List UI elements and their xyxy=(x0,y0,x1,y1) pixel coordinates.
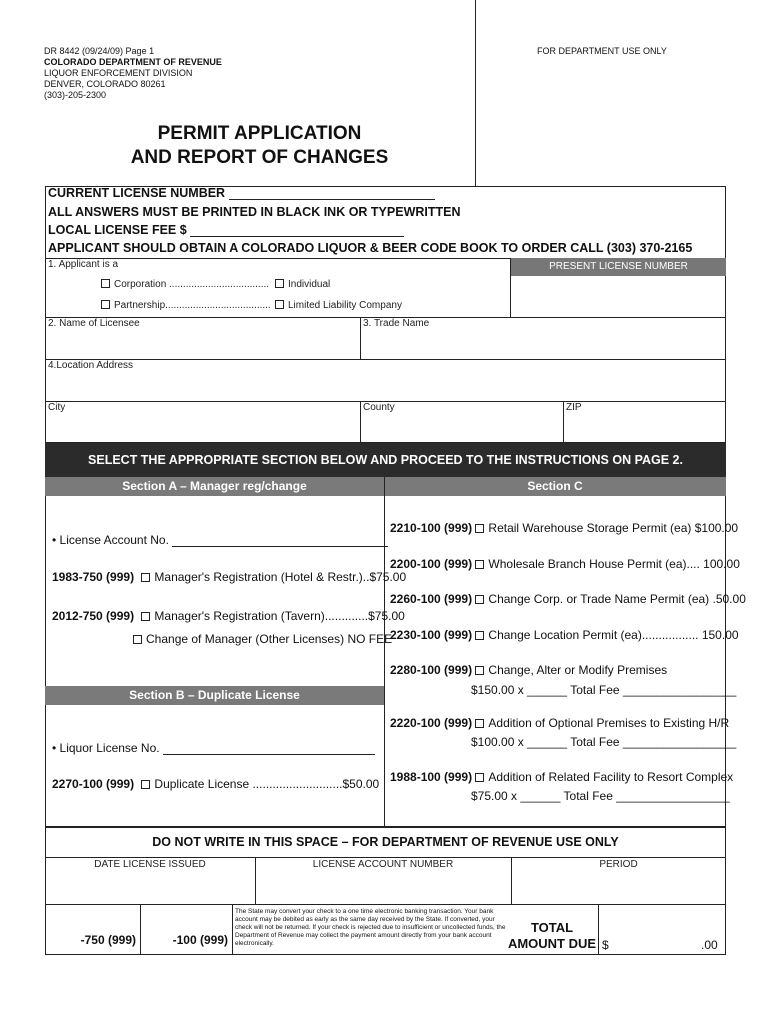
page-title xyxy=(0,122,519,170)
manager-hotel-text: Manager's Registration (Hotel & Restr.)..$75.00 xyxy=(154,570,407,584)
divider xyxy=(384,477,385,827)
section-c-checkbox[interactable] xyxy=(475,560,484,569)
premises-fee-line[interactable]: $150.00 x ______ Total Fee _________________ xyxy=(471,683,737,697)
section-c-item[interactable] xyxy=(390,663,667,677)
individual-checkbox[interactable] xyxy=(275,279,284,288)
zip-label: ZIP xyxy=(566,402,582,413)
divider xyxy=(45,904,726,905)
duplicate-license-text: Duplicate License ...........................$50.00 xyxy=(154,777,380,791)
liquor-license-label: • Liquor License No. xyxy=(52,741,160,755)
local-fee-field[interactable] xyxy=(190,224,404,237)
total-label-line-2: AMOUNT DUE xyxy=(507,936,597,951)
change-manager-option[interactable] xyxy=(133,632,392,646)
present-license-header: PRESENT LICENSE NUMBER xyxy=(511,258,726,276)
current-license-label: CURRENT LICENSE NUMBER xyxy=(48,186,226,200)
form-id: DR 8442 (09/24/09) Page 1 xyxy=(44,46,155,56)
account-number-label: LICENSE ACCOUNT NUMBER xyxy=(312,859,454,870)
section-c-checkbox[interactable] xyxy=(475,773,484,782)
manager-tavern-text: Manager's Registration (Tavern).............$75.00 xyxy=(154,609,405,623)
corporation-checkbox[interactable] xyxy=(101,279,110,288)
partnership-checkbox[interactable] xyxy=(101,300,110,309)
section-c-code: 2200-100 (999) xyxy=(390,557,473,571)
section-c-text: Change Location Permit (ea)................. 150.00 xyxy=(488,628,739,642)
partnership-option[interactable] xyxy=(101,300,271,311)
partnership-label: Partnership...................................... xyxy=(114,300,271,311)
individual-option[interactable] xyxy=(275,279,330,290)
manager-tavern-checkbox[interactable] xyxy=(141,612,150,621)
section-c-text: Wholesale Branch House Permit (ea).... 100.00 xyxy=(488,557,740,571)
section-a-header: Section A – Manager reg/change xyxy=(45,477,384,496)
payment-notice: The State may convert your check to a one time electronic banking transaction. Your bank account may be debited as early as the same day received by the State. If converted, your check will not be returned. If your check is rejected due to insufficient or uncollected funds, the Department of Revenue may collect the payment amount directly from your bank account electronically. xyxy=(235,908,506,947)
local-fee-label: LOCAL LICENSE FEE $ xyxy=(48,223,187,237)
account-no-label: • License Account No. xyxy=(52,533,169,547)
section-c-checkbox[interactable] xyxy=(475,595,484,604)
zip-field[interactable] xyxy=(564,416,725,442)
section-c-code: 2260-100 (999) xyxy=(390,592,473,606)
county-field[interactable] xyxy=(361,416,562,442)
current-license-row xyxy=(48,186,435,200)
location-address-field[interactable] xyxy=(46,374,725,400)
dept-use-title: DO NOT WRITE IN THIS SPACE – FOR DEPARTMENT OF REVENUE USE ONLY xyxy=(152,835,619,849)
q1-label: 1. Applicant is a xyxy=(48,259,119,270)
trade-name-field[interactable] xyxy=(361,332,725,358)
section-c-checkbox[interactable] xyxy=(475,719,484,728)
total-amount-label xyxy=(506,920,598,952)
section-b-header: Section B – Duplicate License xyxy=(45,686,384,705)
liquor-license-field[interactable] xyxy=(163,743,375,755)
dollar-sign: $ xyxy=(602,938,609,952)
date-issued-label: DATE LICENSE ISSUED xyxy=(94,859,206,870)
county-label: County xyxy=(363,402,395,413)
applicant-note: APPLICANT SHOULD OBTAIN A COLORADO LIQUOR & BEER CODE BOOK TO ORDER CALL (303) 370-2165 xyxy=(48,241,693,255)
dept-use-label: FOR DEPARTMENT USE ONLY xyxy=(537,46,667,56)
section-c-item[interactable] xyxy=(390,770,733,784)
individual-label: Individual xyxy=(288,279,331,290)
section-c-text: Retail Warehouse Storage Permit (ea) $100.00 xyxy=(488,521,739,535)
divider xyxy=(140,904,141,955)
city-label: City xyxy=(48,402,66,413)
manager-hotel-code: 1983-750 (999) xyxy=(52,570,135,584)
dept-city: DENVER, COLORADO 80261 xyxy=(44,79,166,89)
corporation-label: Corporation .................................... xyxy=(114,279,270,290)
corporation-option[interactable] xyxy=(101,279,269,290)
dept-name: COLORADO DEPARTMENT OF REVENUE xyxy=(44,57,222,67)
section-c-checkbox[interactable] xyxy=(475,666,484,675)
section-c-code: 2210-100 (999) xyxy=(390,521,473,535)
section-c-item[interactable] xyxy=(390,628,739,642)
section-c-code: 2230-100 (999) xyxy=(390,628,473,642)
optional-premises-fee-line[interactable]: $100.00 x ______ Total Fee _________________ xyxy=(471,735,737,749)
title-line-1: PERMIT APPLICATION xyxy=(157,123,362,144)
change-manager-checkbox[interactable] xyxy=(133,635,142,644)
select-section-banner: SELECT THE APPROPRIATE SECTION BELOW AND PROCEED TO THE INSTRUCTIONS ON PAGE 2. xyxy=(45,443,726,477)
section-c-item[interactable] xyxy=(390,521,738,535)
section-c-checkbox[interactable] xyxy=(475,631,484,640)
resort-fee-line[interactable]: $75.00 x ______ Total Fee _________________ xyxy=(471,789,730,803)
city-field[interactable] xyxy=(46,416,359,442)
cents-label: .00 xyxy=(701,938,718,952)
liquor-license-row xyxy=(52,741,375,755)
section-c-text: Change Corp. or Trade Name Permit (ea) .50.00 xyxy=(488,592,746,606)
section-c-code: 2280-100 (999) xyxy=(390,663,473,677)
section-c-code: 1988-100 (999) xyxy=(390,770,473,784)
all-answers-note: ALL ANSWERS MUST BE PRINTED IN BLACK INK OR TYPEWRITTEN xyxy=(48,205,461,219)
code-750: -750 (999) xyxy=(80,933,136,947)
code-100: -100 (999) xyxy=(172,933,228,947)
manager-hotel-checkbox[interactable] xyxy=(141,573,150,582)
llc-checkbox[interactable] xyxy=(275,300,284,309)
licensee-name-field[interactable] xyxy=(46,332,360,358)
section-c-item[interactable] xyxy=(390,716,729,730)
section-c-checkbox[interactable] xyxy=(475,524,484,533)
location-address-label: 4.Location Address xyxy=(48,360,134,371)
section-c-item[interactable] xyxy=(390,557,740,571)
period-label: PERIOD xyxy=(599,859,638,870)
trade-name-label: 3. Trade Name xyxy=(363,318,430,329)
section-c-item[interactable] xyxy=(390,592,746,606)
licensee-name-label: 2. Name of Licensee xyxy=(48,318,140,329)
llc-option[interactable] xyxy=(275,300,402,311)
divider xyxy=(510,258,511,318)
duplicate-license-code: 2270-100 (999) xyxy=(52,777,135,791)
divider xyxy=(232,904,233,955)
section-c-text: Addition of Optional Premises to Existing H/R xyxy=(488,716,730,730)
manager-tavern-option[interactable] xyxy=(52,609,405,623)
change-manager-text: Change of Manager (Other Licenses) NO FEE xyxy=(146,632,393,646)
manager-hotel-option[interactable] xyxy=(52,570,406,584)
divider xyxy=(45,359,726,360)
manager-tavern-code: 2012-750 (999) xyxy=(52,609,135,623)
duplicate-license-option[interactable] xyxy=(52,777,379,791)
section-c-header: Section C xyxy=(384,477,726,496)
llc-label: Limited Liability Company xyxy=(288,300,402,311)
dept-phone: (303)-205-2300 xyxy=(44,90,107,100)
duplicate-license-checkbox[interactable] xyxy=(141,780,150,789)
current-license-field[interactable] xyxy=(229,187,435,200)
divider xyxy=(45,857,726,858)
title-line-2: AND REPORT OF CHANGES xyxy=(130,147,389,168)
division-name: LIQUOR ENFORCEMENT DIVISION xyxy=(44,68,193,78)
account-no-field[interactable] xyxy=(172,535,388,547)
local-fee-row xyxy=(48,223,404,237)
total-label-line-1: TOTAL xyxy=(530,920,574,935)
section-c-text: Change, Alter or Modify Premises xyxy=(488,663,668,677)
account-no-row xyxy=(52,533,388,547)
section-c-text: Addition of Related Facility to Resort Complex xyxy=(488,770,734,784)
section-c-code: 2220-100 (999) xyxy=(390,716,473,730)
